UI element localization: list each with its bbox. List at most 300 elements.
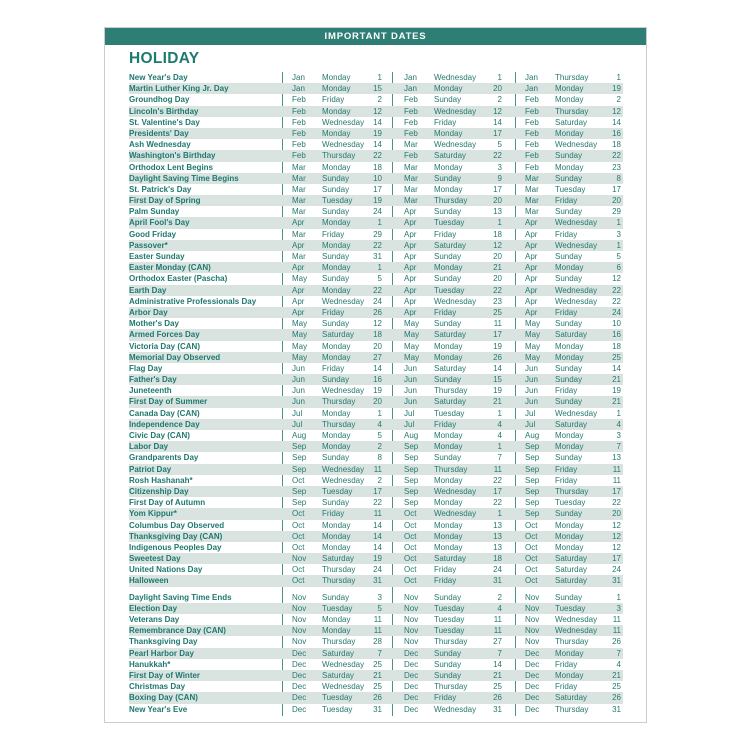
weekday-cell: Tuesday [434, 626, 465, 636]
weekday-cell: Sunday [434, 173, 462, 183]
month-cell: Apr [292, 218, 305, 228]
date-cell: 26 [373, 693, 382, 703]
weekday-cell: Sunday [322, 207, 350, 217]
date-cell: 11 [373, 615, 382, 624]
month-cell: Apr [292, 307, 305, 317]
weekday-cell: Monday [434, 184, 463, 194]
weekday-cell: Monday [555, 542, 584, 552]
holiday-row [129, 614, 623, 625]
month-cell: May [525, 352, 541, 362]
month-cell: Apr [525, 285, 538, 295]
holiday-row [129, 139, 623, 150]
holiday-row [129, 648, 623, 659]
month-cell: May [292, 341, 308, 351]
holiday-row [129, 128, 623, 139]
date-cell: 21 [612, 397, 621, 407]
weekday-cell: Sunday [434, 659, 462, 669]
weekday-cell: Sunday [434, 375, 462, 385]
holiday-row [129, 217, 623, 228]
month-cell: Nov [292, 637, 307, 647]
weekday-cell: Thursday [434, 386, 468, 396]
month-cell: Dec [292, 670, 307, 680]
month-cell: Nov [292, 626, 307, 636]
weekday-cell: Saturday [555, 576, 588, 586]
weekday-cell: Tuesday [322, 603, 353, 613]
weekday-cell: Monday [555, 431, 584, 440]
holiday-name: Christmas Day [129, 682, 186, 692]
month-cell: Feb [292, 95, 306, 105]
weekday-cell: Thursday [555, 486, 589, 496]
weekday-cell: Friday [322, 363, 345, 373]
weekday-cell: Thursday [434, 682, 468, 692]
holiday-row [129, 195, 623, 206]
date-cell: 17 [493, 184, 502, 194]
month-cell: Sep [525, 453, 540, 463]
date-cell: 3 [616, 431, 621, 440]
weekday-cell: Saturday [434, 554, 467, 564]
date-cell: 18 [373, 330, 382, 340]
holiday-name: New Year's Eve [129, 704, 188, 714]
month-cell: Jun [292, 397, 305, 407]
month-cell: Jun [404, 363, 417, 373]
weekday-cell: Friday [322, 229, 345, 239]
weekday-cell: Friday [434, 229, 457, 239]
weekday-cell: Tuesday [555, 498, 586, 508]
date-cell: 13 [612, 453, 621, 463]
weekday-cell: Sunday [434, 95, 462, 105]
weekday-cell: Friday [555, 659, 578, 669]
month-cell: Nov [525, 626, 540, 636]
month-cell: Feb [525, 151, 539, 161]
date-cell: 12 [612, 106, 621, 116]
weekday-cell: Monday [434, 162, 463, 172]
holiday-row [129, 553, 623, 564]
date-cell: 31 [373, 252, 382, 261]
date-cell: 11 [493, 615, 502, 624]
month-cell: Mar [404, 196, 418, 206]
date-cell: 24 [493, 565, 502, 575]
holiday-name: Thanksgiving Day (CAN) [129, 531, 223, 541]
date-cell: 20 [612, 196, 621, 206]
date-cell: 19 [373, 128, 382, 138]
month-cell: Oct [404, 565, 417, 575]
holiday-name: Yom Kippur* [129, 509, 177, 519]
weekday-cell: Friday [555, 464, 578, 474]
month-cell: Nov [404, 626, 419, 636]
weekday-cell: Monday [322, 84, 351, 94]
month-cell: May [292, 352, 308, 362]
date-cell: 24 [612, 565, 621, 575]
month-cell: Feb [404, 117, 418, 127]
weekday-cell: Wednesday [322, 386, 365, 396]
date-cell: 23 [612, 162, 621, 172]
holiday-name: First Day of Spring [129, 196, 201, 206]
month-cell: Sep [292, 453, 307, 463]
weekday-cell: Wednesday [434, 296, 477, 306]
date-cell: 25 [373, 659, 382, 669]
weekday-cell: Monday [322, 408, 351, 418]
month-cell: Oct [525, 565, 538, 575]
month-cell: Oct [404, 542, 417, 552]
date-cell: 19 [493, 386, 502, 396]
important-dates-panel [104, 27, 647, 723]
holiday-row [129, 636, 623, 647]
weekday-cell: Friday [322, 509, 345, 519]
date-cell: 3 [497, 162, 502, 172]
date-cell: 11 [493, 464, 502, 474]
date-cell: 12 [493, 106, 502, 116]
month-cell: Jun [525, 363, 538, 373]
month-cell: Apr [292, 285, 305, 295]
date-cell: 14 [373, 140, 382, 150]
weekday-cell: Monday [322, 431, 351, 440]
date-cell: 7 [497, 453, 502, 463]
holiday-name: First Day of Winter [129, 670, 201, 680]
month-cell: Sep [525, 442, 540, 452]
weekday-cell: Monday [322, 218, 351, 228]
holiday-name: Memorial Day Observed [129, 352, 221, 362]
holiday-row [129, 575, 623, 586]
date-cell: 2 [616, 95, 621, 105]
weekday-cell: Sunday [322, 252, 350, 261]
weekday-cell: Monday [322, 520, 351, 530]
weekday-cell: Friday [434, 565, 457, 575]
holiday-row [129, 592, 623, 603]
weekday-cell: Sunday [322, 375, 350, 385]
holiday-name: St. Valentine's Day [129, 117, 200, 127]
date-cell: 17 [493, 486, 502, 496]
weekday-cell: Tuesday [434, 615, 465, 624]
month-cell: Dec [404, 693, 419, 703]
date-cell: 2 [497, 95, 502, 105]
weekday-cell: Friday [555, 386, 578, 396]
weekday-cell: Tuesday [434, 285, 465, 295]
month-cell: Sep [525, 475, 540, 485]
date-cell: 26 [612, 637, 621, 647]
weekday-cell: Friday [434, 117, 457, 127]
holiday-name: Juneteenth [129, 386, 172, 396]
holiday-row [129, 251, 623, 262]
date-cell: 28 [373, 637, 382, 647]
weekday-cell: Monday [434, 542, 463, 552]
month-cell: Nov [525, 637, 540, 647]
month-cell: May [525, 341, 541, 351]
month-cell: Apr [525, 274, 538, 284]
weekday-cell: Tuesday [322, 704, 353, 714]
holiday-row [129, 408, 623, 419]
weekday-cell: Monday [555, 531, 584, 541]
date-cell: 11 [612, 615, 621, 624]
holiday-name: Canada Day (CAN) [129, 408, 200, 418]
date-cell: 11 [612, 626, 621, 636]
weekday-cell: Saturday [555, 330, 588, 340]
date-cell: 20 [493, 196, 502, 206]
holiday-name: Grandparents Day [129, 453, 199, 463]
month-cell: Oct [292, 520, 305, 530]
holiday-name: Orthodox Easter (Pascha) [129, 274, 228, 284]
weekday-cell: Monday [555, 442, 584, 452]
weekday-cell: Monday [434, 475, 463, 485]
weekday-cell: Wednesday [322, 659, 365, 669]
weekday-cell: Sunday [434, 274, 462, 284]
weekday-cell: Saturday [555, 117, 588, 127]
month-cell: Mar [404, 184, 418, 194]
date-cell: 20 [373, 397, 382, 407]
weekday-cell: Wednesday [555, 285, 598, 295]
holiday-row [129, 173, 623, 184]
month-cell: Apr [525, 229, 538, 239]
weekday-cell: Sunday [555, 319, 583, 329]
month-cell: Jan [292, 84, 305, 94]
weekday-cell: Wednesday [555, 218, 598, 228]
weekday-cell: Wednesday [322, 682, 365, 692]
date-cell: 1 [497, 408, 502, 418]
weekday-cell: Tuesday [555, 184, 586, 194]
date-cell: 17 [373, 486, 382, 496]
date-cell: 17 [493, 128, 502, 138]
holiday-name: Groundhog Day [129, 95, 190, 105]
weekday-cell: Monday [322, 263, 351, 273]
holiday-name: Easter Sunday [129, 252, 185, 261]
date-cell: 19 [493, 341, 502, 351]
date-cell: 22 [612, 296, 621, 306]
holiday-name: Victoria Day (CAN) [129, 341, 200, 351]
month-cell: Nov [292, 615, 307, 624]
date-cell: 17 [612, 554, 621, 564]
weekday-cell: Sunday [322, 173, 350, 183]
date-cell: 20 [373, 341, 382, 351]
date-cell: 1 [377, 218, 382, 228]
holiday-name: Sweetest Day [129, 554, 181, 564]
date-cell: 3 [377, 592, 382, 602]
date-cell: 14 [373, 520, 382, 530]
holiday-row [129, 352, 623, 363]
weekday-cell: Thursday [322, 419, 356, 429]
holiday-row [129, 72, 623, 83]
weekday-cell: Sunday [555, 397, 583, 407]
weekday-cell: Wednesday [434, 486, 477, 496]
weekday-cell: Friday [434, 419, 457, 429]
date-cell: 2 [377, 95, 382, 105]
holiday-row [129, 670, 623, 681]
weekday-cell: Wednesday [555, 296, 598, 306]
month-cell: Dec [292, 682, 307, 692]
weekday-cell: Sunday [434, 207, 462, 217]
date-cell: 19 [612, 386, 621, 396]
weekday-cell: Wednesday [322, 464, 365, 474]
weekday-cell: Friday [434, 576, 457, 586]
weekday-cell: Monday [322, 162, 351, 172]
month-cell: Jun [525, 375, 538, 385]
month-cell: Dec [525, 670, 540, 680]
date-cell: 16 [612, 330, 621, 340]
month-cell: Apr [404, 285, 417, 295]
holiday-row [129, 692, 623, 703]
month-cell: Dec [292, 704, 307, 714]
date-cell: 24 [373, 296, 382, 306]
month-cell: Apr [292, 240, 305, 250]
month-cell: Sep [525, 509, 540, 519]
date-cell: 10 [612, 319, 621, 329]
date-cell: 14 [373, 542, 382, 552]
weekday-cell: Saturday [434, 151, 467, 161]
date-cell: 12 [612, 531, 621, 541]
weekday-cell: Saturday [322, 330, 355, 340]
date-cell: 8 [377, 453, 382, 463]
holiday-name: Daylight Saving Time Ends [129, 592, 232, 602]
weekday-cell: Thursday [434, 196, 468, 206]
weekday-cell: Sunday [434, 592, 462, 602]
month-cell: Apr [404, 207, 417, 217]
weekday-cell: Sunday [434, 670, 462, 680]
month-cell: Mar [292, 184, 306, 194]
holiday-row [129, 681, 623, 692]
month-cell: Feb [404, 128, 418, 138]
weekday-cell: Monday [434, 341, 463, 351]
month-cell: Jul [404, 408, 415, 418]
month-cell: Dec [525, 648, 540, 658]
holiday-name: Armed Forces Day [129, 330, 200, 340]
date-cell: 18 [612, 341, 621, 351]
date-cell: 20 [493, 252, 502, 261]
weekday-cell: Sunday [555, 509, 583, 519]
weekday-cell: Wednesday [322, 117, 365, 127]
weekday-cell: Sunday [322, 274, 350, 284]
date-cell: 11 [373, 464, 382, 474]
date-cell: 3 [616, 603, 621, 613]
month-cell: Sep [292, 464, 307, 474]
date-cell: 14 [612, 117, 621, 127]
month-cell: May [292, 274, 308, 284]
weekday-cell: Wednesday [434, 704, 477, 714]
date-cell: 21 [612, 375, 621, 385]
date-cell: 19 [373, 196, 382, 206]
date-cell: 22 [612, 285, 621, 295]
holiday-row [129, 240, 623, 251]
weekday-cell: Monday [322, 626, 351, 636]
weekday-cell: Saturday [434, 397, 467, 407]
month-cell: May [292, 330, 308, 340]
holiday-name: United Nations Day [129, 565, 203, 575]
month-cell: Nov [292, 554, 307, 564]
month-cell: Sep [404, 486, 419, 496]
holiday-name: Administrative Professionals Day [129, 296, 257, 306]
holiday-name: Rosh Hashanah* [129, 475, 193, 485]
holiday-row [129, 564, 623, 575]
date-cell: 17 [612, 486, 621, 496]
weekday-cell: Saturday [555, 554, 588, 564]
month-cell: Jul [292, 408, 303, 418]
weekday-cell: Monday [434, 263, 463, 273]
date-cell: 31 [493, 576, 502, 586]
date-cell: 14 [493, 117, 502, 127]
date-cell: 4 [497, 603, 502, 613]
date-cell: 1 [497, 218, 502, 228]
date-cell: 21 [612, 670, 621, 680]
weekday-cell: Saturday [555, 565, 588, 575]
month-cell: Sep [404, 498, 419, 508]
weekday-cell: Monday [322, 615, 351, 624]
month-cell: Feb [525, 95, 539, 105]
month-cell: Feb [292, 106, 306, 116]
holiday-row [129, 475, 623, 486]
month-cell: Dec [292, 693, 307, 703]
date-cell: 1 [616, 408, 621, 418]
date-cell: 9 [497, 173, 502, 183]
holiday-name: Orthodox Lent Begins [129, 162, 213, 172]
date-cell: 1 [616, 73, 621, 82]
date-cell: 25 [612, 682, 621, 692]
holiday-row [129, 262, 623, 273]
holiday-row [129, 184, 623, 195]
holiday-row [129, 285, 623, 296]
date-cell: 12 [373, 106, 382, 116]
date-cell: 5 [377, 431, 382, 440]
weekday-cell: Sunday [322, 184, 350, 194]
month-cell: Dec [525, 659, 540, 669]
month-cell: Nov [404, 592, 419, 602]
date-cell: 1 [497, 73, 502, 82]
weekday-cell: Sunday [434, 453, 462, 463]
holiday-row [129, 385, 623, 396]
month-cell: Oct [404, 509, 417, 519]
month-cell: Jan [404, 73, 417, 82]
date-cell: 26 [493, 693, 502, 703]
holiday-row [129, 206, 623, 217]
month-cell: Feb [292, 128, 306, 138]
date-cell: 5 [377, 603, 382, 613]
holiday-name: Election Day [129, 603, 178, 613]
date-cell: 13 [493, 542, 502, 552]
month-cell: Apr [404, 252, 417, 261]
holiday-name: New Year's Day [129, 73, 188, 82]
date-cell: 29 [612, 207, 621, 217]
date-cell: 18 [493, 554, 502, 564]
date-cell: 19 [373, 386, 382, 396]
month-cell: May [404, 330, 420, 340]
month-cell: Jun [404, 375, 417, 385]
month-cell: Dec [525, 704, 540, 714]
date-cell: 11 [373, 626, 382, 636]
holiday-name: First Day of Autumn [129, 498, 206, 508]
month-cell: Nov [404, 615, 419, 624]
weekday-cell: Wednesday [434, 106, 477, 116]
weekday-cell: Sunday [555, 252, 583, 261]
weekday-cell: Wednesday [555, 240, 598, 250]
date-cell: 4 [497, 431, 502, 440]
date-cell: 19 [612, 84, 621, 94]
month-cell: Nov [404, 637, 419, 647]
holiday-name: Labor Day [129, 442, 169, 452]
month-cell: Feb [404, 95, 418, 105]
holiday-row [129, 531, 623, 542]
weekday-cell: Sunday [555, 151, 583, 161]
month-cell: Feb [525, 128, 539, 138]
date-cell: 24 [373, 207, 382, 217]
month-cell: Sep [292, 486, 307, 496]
date-cell: 11 [612, 464, 621, 474]
date-cell: 10 [373, 173, 382, 183]
month-cell: May [404, 319, 420, 329]
date-cell: 11 [493, 626, 502, 636]
month-cell: Dec [404, 670, 419, 680]
month-cell: Oct [525, 576, 538, 586]
date-cell: 31 [493, 704, 502, 714]
date-cell: 23 [493, 296, 502, 306]
month-cell: Jun [404, 386, 417, 396]
date-cell: 21 [493, 397, 502, 407]
important-dates-title: IMPORTANT DATES [324, 31, 427, 42]
